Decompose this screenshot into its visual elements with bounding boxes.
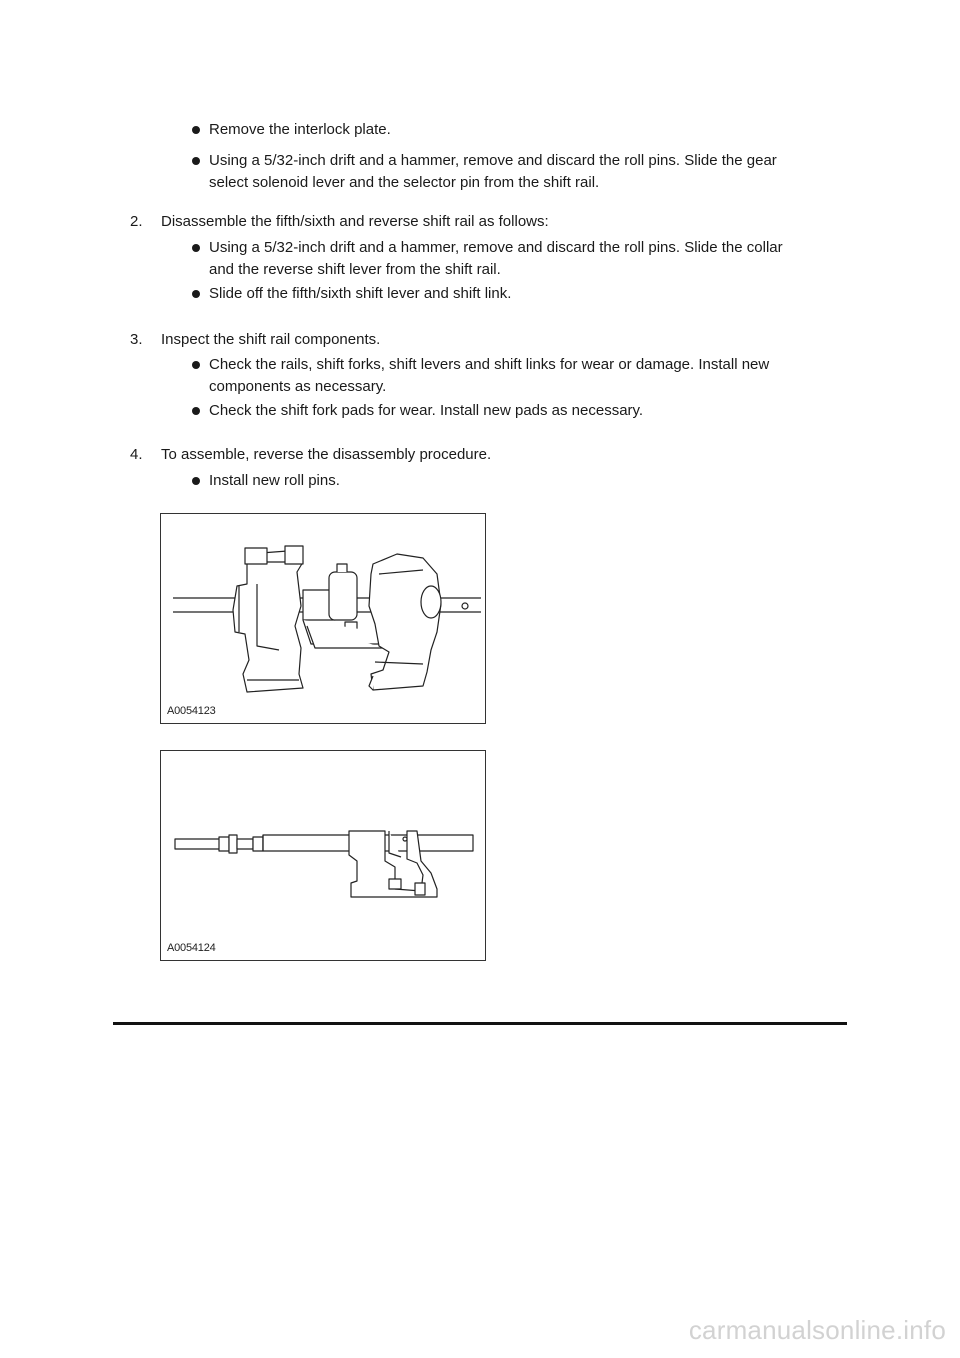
- step-text: To assemble, reverse the disassembly procedure.: [161, 446, 492, 463]
- bullet-text: Remove the interlock plate.: [209, 121, 391, 138]
- shift-rail-lever-illustration: [161, 751, 486, 961]
- step-number: 3.: [130, 331, 143, 348]
- bullet-text-line1: Using a 5/32-inch drift and a hammer, remove and discard the roll pins. Slide the gear: [209, 152, 777, 169]
- bullet-install-roll-pins: [192, 470, 842, 492]
- step-number: 4.: [130, 446, 143, 463]
- bullet-dot-icon: [192, 477, 200, 485]
- page-divider: [113, 1022, 847, 1025]
- step-text: Disassemble the fifth/sixth and reverse shift rail as follows:: [161, 213, 549, 230]
- step-text: Inspect the shift rail components.: [161, 331, 381, 348]
- bullet-check-rails: [192, 354, 842, 398]
- bullet-text: Slide off the fifth/sixth shift lever and shift link.: [209, 285, 512, 302]
- bullet-dot-icon: [192, 361, 200, 369]
- bullet-text-line1: Check the rails, shift forks, shift levers and shift links for wear or damage. Install new: [209, 356, 770, 373]
- bullet-text-line2: select solenoid lever and the selector pin from the shift rail.: [209, 174, 600, 191]
- bullet-slide-off-lever: [192, 283, 842, 305]
- bullet-remove-interlock: [192, 119, 842, 141]
- figure-label: A0054124: [167, 942, 216, 954]
- bullet-dot-icon: [192, 126, 200, 134]
- figure-label: A0054123: [167, 705, 216, 717]
- bullet-dot-icon: [192, 244, 200, 252]
- bullet-check-pads: [192, 400, 842, 422]
- bullet-dot-icon: [192, 157, 200, 165]
- bullet-roll-pins-solenoid: [192, 150, 842, 194]
- watermark: carmanualsonline.info: [688, 1315, 946, 1345]
- bullet-roll-pins-collar: [192, 237, 842, 281]
- figure-shift-rail-lever: [160, 750, 486, 961]
- bullet-dot-icon: [192, 290, 200, 298]
- bullet-text-line2: components as necessary.: [209, 378, 387, 395]
- bullet-text-line1: Using a 5/32-inch drift and a hammer, remove and discard the roll pins. Slide the collar: [209, 239, 783, 256]
- shift-rail-assembly-illustration: [161, 514, 486, 724]
- bullet-text: Install new roll pins.: [209, 472, 340, 489]
- bullet-dot-icon: [192, 407, 200, 415]
- step-number: 2.: [130, 213, 143, 230]
- bullet-text-line2: and the reverse shift lever from the shift rail.: [209, 261, 501, 278]
- figure-shift-rail-assembled: [160, 513, 486, 724]
- bullet-text: Check the shift fork pads for wear. Install new pads as necessary.: [209, 402, 644, 419]
